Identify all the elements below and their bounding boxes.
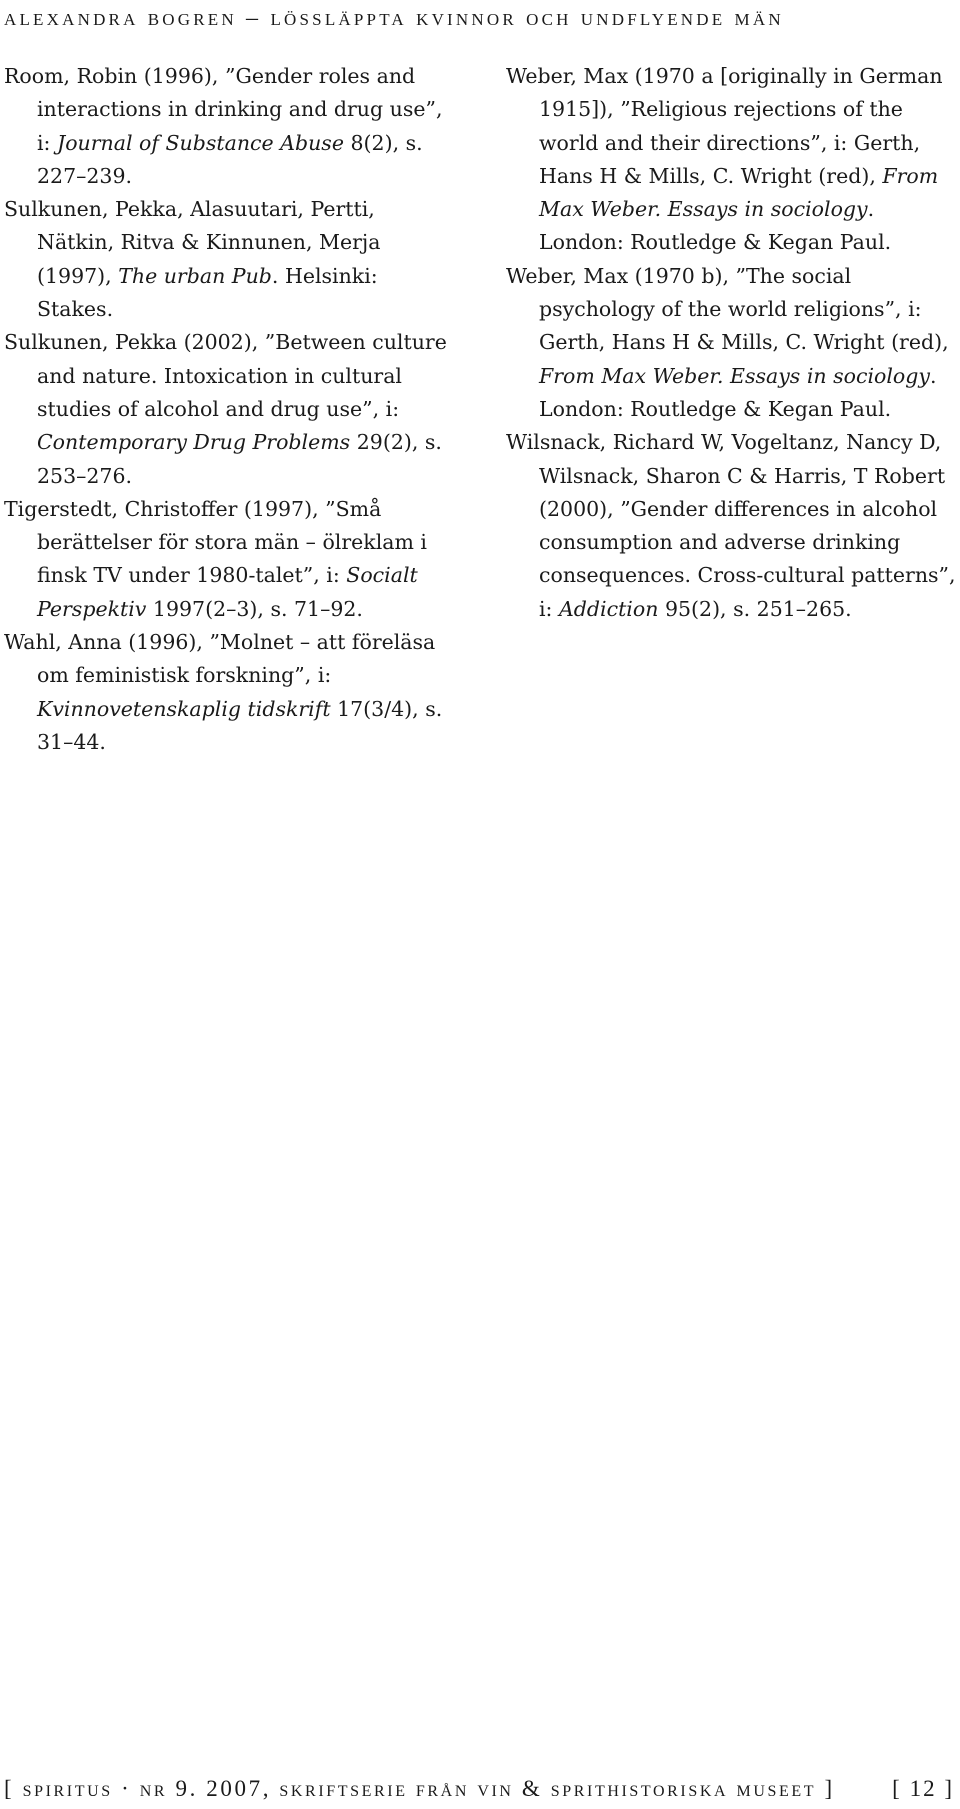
reference-source: 17(3/4), s. 31–44.	[37, 696, 443, 754]
page-footer	[0, 1773, 960, 1809]
reference-text: Tigerstedt, Christoffer (1997), ”Små berättelser för stora män – ölreklam i finsk TV under 1980-talet”, i:	[4, 496, 427, 588]
reference-column-left	[4, 60, 456, 759]
reference-source: . London: Routledge & Kegan Paul.	[539, 363, 937, 421]
reference-column-right	[506, 60, 958, 626]
reference-entry	[4, 60, 456, 193]
reference-entry	[4, 326, 456, 492]
reference-entry	[506, 426, 958, 626]
reference-text: Wahl, Anna (1996), ”Molnet – att föreläsa om feministisk forskning”, i:	[4, 630, 436, 688]
reference-entry	[4, 493, 456, 626]
reference-text: Weber, Max (1970 b), ”The social psychology of the world religions”, i: Gerth, Hans H & Mills, C. Wright (red),	[506, 263, 949, 355]
reference-text: Sulkunen, Pekka, Alasuutari, Pertti, Nätkin, Ritva & Kinnunen, Merja (1997),	[4, 197, 381, 288]
reference-source: 29(2), s. 253–276.	[37, 430, 442, 488]
reference-title: From Max Weber. Essays in sociology	[539, 163, 939, 222]
reference-text: Room, Robin (1996), ”Gender roles and interactions in drinking and drug use”, i:	[4, 64, 443, 155]
reference-text: Weber, Max (1970 a [originally in German 1915]), ”Religious rejections of the world and their directions”, i: Gerth, Hans H & Mills, C. Wright (red),	[506, 64, 943, 188]
reference-entry	[4, 193, 456, 326]
reference-title: Contemporary Drug Problems	[37, 430, 351, 455]
reference-source: 95(2), s. 251–265.	[658, 596, 852, 621]
reference-title: Addiction	[558, 596, 659, 621]
reference-source: . Helsinki: Stakes.	[37, 263, 378, 322]
reference-title: Journal of Substance Abuse	[56, 130, 344, 155]
running-head: alexandra bogren – lössläppta kvinnor och undflyende män	[4, 5, 784, 31]
page-number: [ 12 ]	[892, 1776, 954, 1801]
reference-title: Kvinnovetenskaplig tidskrift	[37, 696, 331, 721]
reference-source: 1997(2–3), s. 71–92.	[146, 596, 363, 621]
reference-entry	[506, 60, 958, 260]
reference-entry	[4, 626, 456, 759]
reference-text: Sulkunen, Pekka (2002), ”Between culture and nature. Intoxication in cultural studies of alcohol and drug use”, i:	[4, 330, 447, 421]
reference-entry	[506, 260, 958, 426]
reference-source: 8(2), s. 227–239.	[37, 130, 423, 188]
series-title: [ spiritus · nr 9. 2007, skriftserie från vin & sprithistoriska museet ]	[4, 1776, 835, 1801]
reference-text: Wilsnack, Richard W, Vogeltanz, Nancy D, Wilsnack, Sharon C & Harris, T Robert (2000), ”Gender differences in alcohol consumption and adverse drinking consequences. Cross-cultural patterns”, i:	[506, 430, 956, 621]
reference-title: The urban Pub	[118, 263, 272, 288]
reference-title: Socialt Perspektiv	[37, 563, 418, 621]
reference-title: From Max Weber. Essays in sociology	[539, 363, 930, 388]
reference-source: . London: Routledge & Kegan Paul.	[539, 197, 892, 255]
